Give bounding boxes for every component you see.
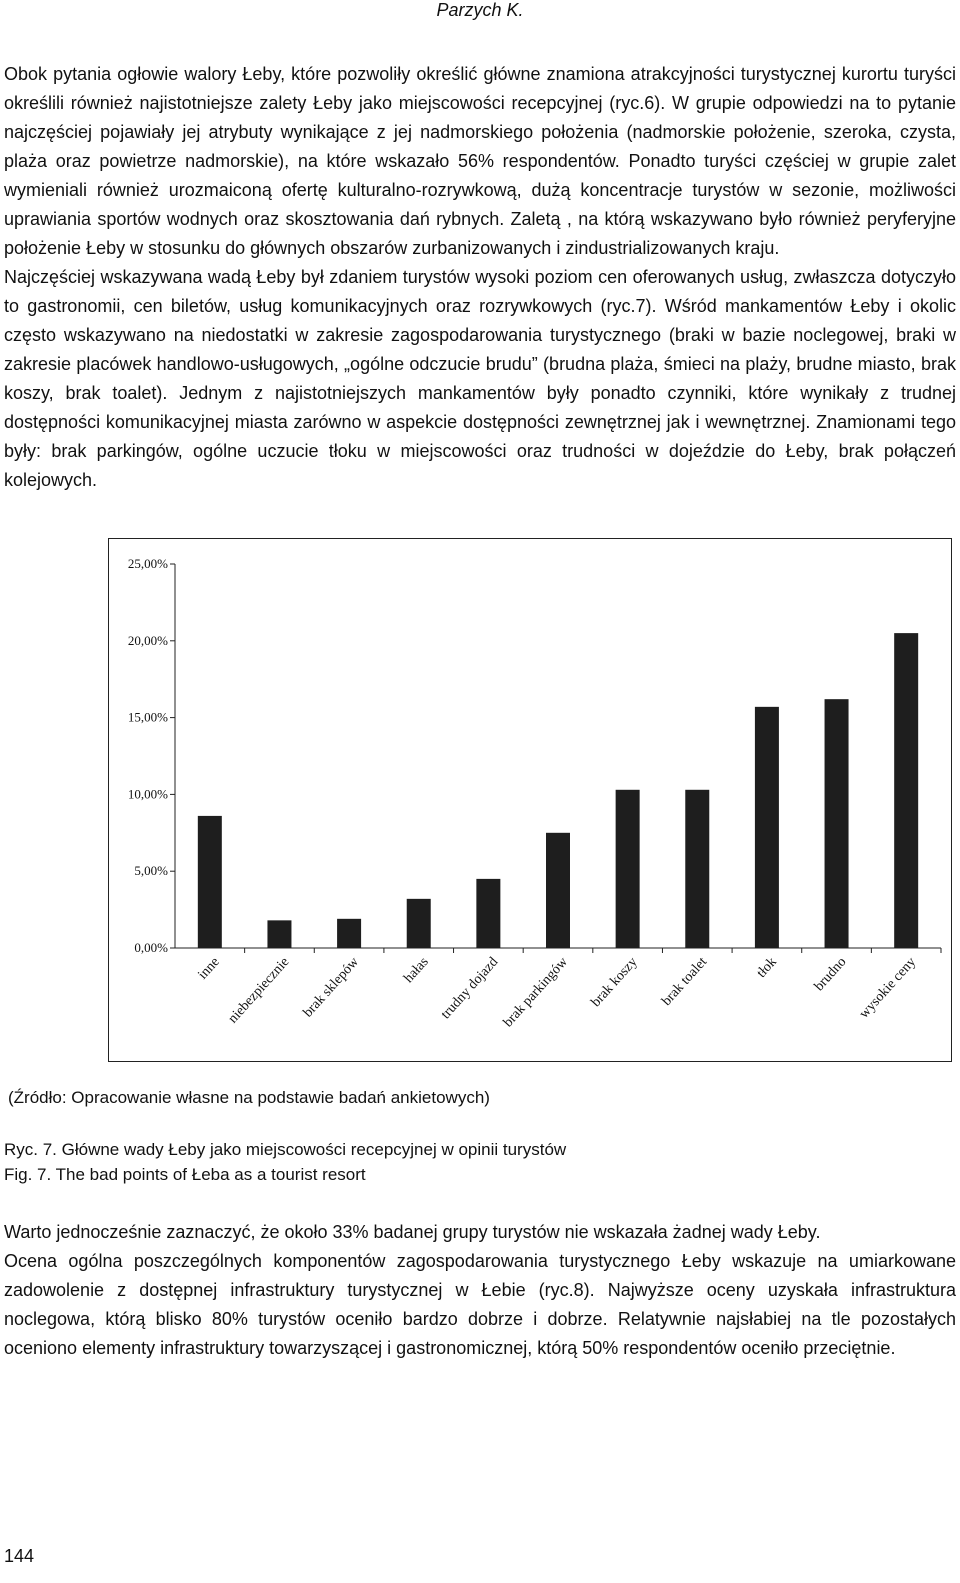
x-category-label: wysokie ceny: [856, 954, 920, 1022]
page-number: 144: [4, 1546, 35, 1566]
bar-5: [546, 833, 570, 948]
x-category-label: brudno: [811, 954, 850, 995]
figure-caption-polish: Ryc. 7. Główne wady Łeby jako miejscowości recepcyjnej w opinii turystów: [4, 1140, 567, 1159]
y-tick-label: 25,00%: [127, 556, 168, 571]
bar-7: [685, 790, 709, 948]
y-tick-label: 20,00%: [127, 632, 168, 648]
x-category-label: brak toalet: [659, 954, 711, 1009]
figure-source: (Źródło: Opracowanie własne na podstawie badań ankietowych): [8, 1088, 490, 1107]
figure-7-chart: [108, 538, 952, 1062]
bar-3: [407, 899, 431, 948]
paragraph-advantages: Obok pytania ogłowie walory Łeby, które pozwoliły określić główne znamiona atrakcyjności turystycznej kurortu turyści określili również najistotniejsze zalety Łeby jako miejscowości recepcyjnej (ryc.6). W grupie odpowiedzi na to pytanie najczęściej pojawiały jej atrybuty wynikające z jej nadmorskiego położenia (nadmorskie położenie, szeroka, czysta, plaża oraz powietrze nadmorskie), na które wskazało 56% respondentów. Ponadto turyści częściej w grupie zalet wymieniali również urozmaiconą ofertę kulturalno-rozrywkową, dużą koncentracje turystów w sezonie, możliwości uprawiania sportów wodnych oraz skosztowania dań rybnych. Zaletą , na którą wskazywano było również peryferyjne położenie Łeby w stosunku do głównych obszarów zurbanizowanych i zindustrializowanych kraju.: [4, 64, 956, 258]
bar-1: [267, 920, 291, 948]
y-tick-label: 10,00%: [127, 786, 168, 802]
bar-0: [198, 816, 222, 948]
paragraph-no-disadvantage: Warto jednocześnie zaznaczyć, że około 33% badanej grupy turystów nie wskazała żadnej wady Łeby.: [4, 1222, 821, 1242]
y-tick-label: 15,00%: [127, 709, 168, 725]
bar-2: [337, 919, 361, 948]
bar-10: [894, 633, 918, 948]
x-category-label: niebezpiecznie: [225, 954, 293, 1027]
x-category-label: brak sklepów: [300, 954, 363, 1021]
paragraph-overall-assessment: Ocena ogólna poszczególnych komponentów zagospodarowania turystycznego Łeby wskazuje na umiarkowane zadowolenie z dostępnej infrastruktury turystycznej w Łebie (ryc.8). Najwyższe oceny uzyskała infrastruktura noclegowa, którą blisko 80% turystów oceniło bardzo dobrze i dobrze. Relatywnie najsłabiej na tle pozostałych oceniono elementy infrastruktury towarzyszącej i gastronomicznej, którą 50% respondentów oceniło przeciętnie.: [4, 1251, 956, 1358]
x-category-label: inne: [195, 954, 223, 983]
bar-4: [476, 879, 500, 948]
x-category-label: hałas: [401, 954, 432, 987]
y-tick-label: 0,00%: [134, 940, 168, 955]
figure-caption-english: Fig. 7. The bad points of Łeba as a tourist resort: [4, 1165, 366, 1184]
text-block-after-figure: [4, 1218, 956, 1363]
running-header: Parzych K.: [436, 0, 524, 20]
bar-chart-svg: [109, 539, 951, 1061]
text-block-before-figure: [4, 60, 956, 495]
bar-6: [616, 790, 640, 948]
bar-9: [825, 699, 849, 948]
paragraph-disadvantages: Najczęściej wskazywana wadą Łeby był zdaniem turystów wysoki poziom cen oferowanych usług, zwłaszcza dotyczyło to gastronomii, cen biletów, usług komunikacyjnych oraz rozrywkowych (ryc.7). Wśród mankamentów Łeby i okolic często wskazywano na niedostatki w zakresie zagospodarowania turystycznego (braki w bazie noclegowej, braki w zakresie placówek handlowo-usługowych, „ogólne odczucie brudu” (brudna plaża, śmieci na plaży, brudne miasto, brak koszy, brak toalet). Jednym z najistotniejszych mankamentów były ponadto czynniki, które wynikały z trudnej dostępności komunikacyjnej miasta zarówno w aspekcie dostępności zewnętrznej jak i wewnętrznej. Znamionami tego były: brak parkingów, ogólne uczucie tłoku w miejscowości oraz trudności w dojeździe do Łeby, brak połączeń kolejowych.: [4, 267, 956, 490]
x-category-label: brak parkingów: [500, 954, 571, 1031]
y-tick-label: 5,00%: [134, 863, 168, 879]
bar-8: [755, 707, 779, 948]
x-category-label: tłok: [754, 954, 780, 981]
x-category-label: trudny dojazd: [438, 954, 502, 1023]
x-category-label: brak koszy: [588, 954, 641, 1011]
